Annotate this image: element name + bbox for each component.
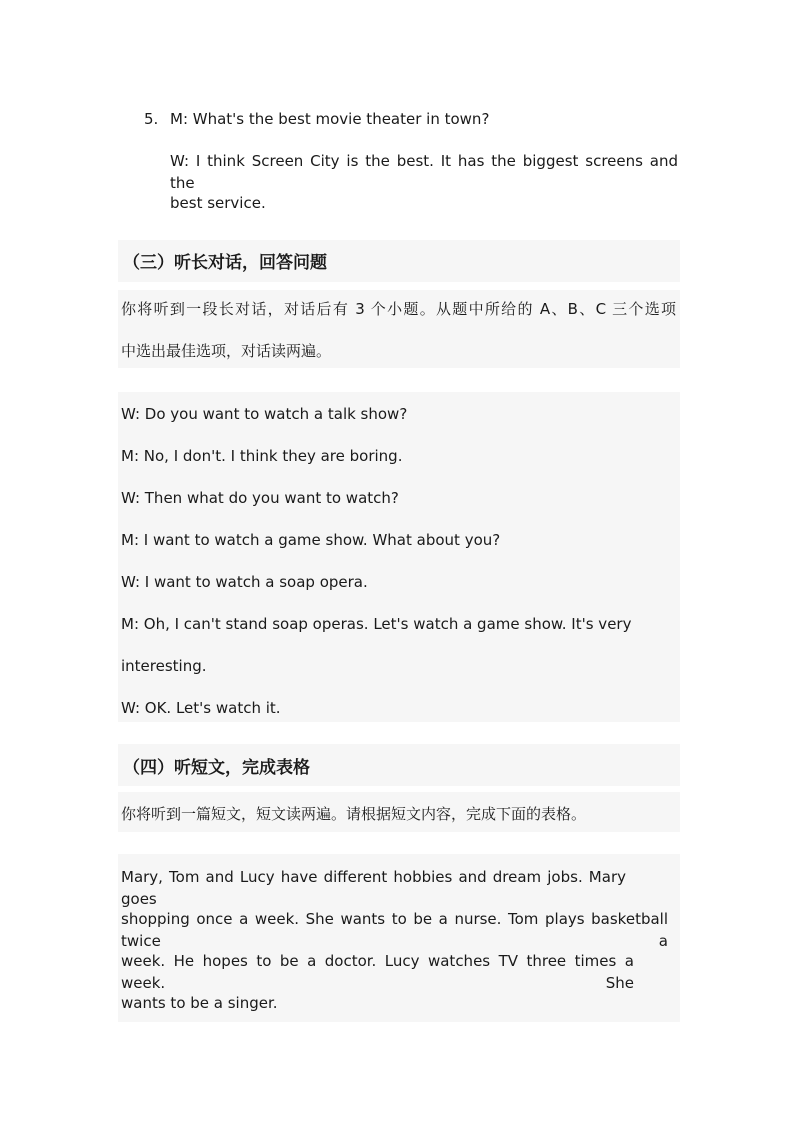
- passage-line: Mary, Tom and Lucy have different hobbies and dream jobs. Mary goes: [121, 868, 626, 908]
- dialogue-line: W: Then what do you want to watch?: [121, 489, 399, 507]
- passage-line: shopping once a week. She wants to be a nurse. Tom plays basketball twice a: [121, 910, 668, 950]
- q5-woman-line-1: W: I think Screen City is the best. It has the biggest screens and the: [170, 152, 678, 192]
- section3-instruction-2: 中选出最佳选项，对话读两遍。: [121, 342, 332, 360]
- dialogue-line: M: I want to watch a game show. What about you?: [121, 531, 501, 549]
- passage-line: wants to be a singer.: [121, 994, 278, 1012]
- dialogue-line: W: Do you want to watch a talk show?: [121, 405, 408, 423]
- question-number: 5.: [144, 110, 159, 128]
- dialogue-line: M: No, I don't. I think they are boring.: [121, 447, 403, 465]
- dialogue-line: W: OK. Let's watch it.: [121, 699, 281, 717]
- dialogue-line: M: Oh, I can't stand soap operas. Let's watch a game show. It's very: [121, 615, 632, 633]
- q5-woman-line-2: best service.: [170, 194, 266, 212]
- section3-heading: （三）听长对话，回答问题: [123, 253, 327, 273]
- q5-man-line: M: What's the best movie theater in town?: [170, 110, 490, 128]
- section4-heading: （四）听短文，完成表格: [123, 758, 310, 778]
- dialogue-line: interesting.: [121, 657, 207, 675]
- section3-instruction-1: 你将听到一段长对话，对话后有 3 个小题。从题中所给的 A、B、C 三个选项: [121, 300, 676, 318]
- dialogue-line: W: I want to watch a soap opera.: [121, 573, 368, 591]
- section4-instruction: 你将听到一篇短文，短文读两遍。请根据短文内容，完成下面的表格。: [121, 805, 587, 823]
- passage-line: week. He hopes to be a doctor. Lucy watches TV three times a week. She: [121, 952, 634, 992]
